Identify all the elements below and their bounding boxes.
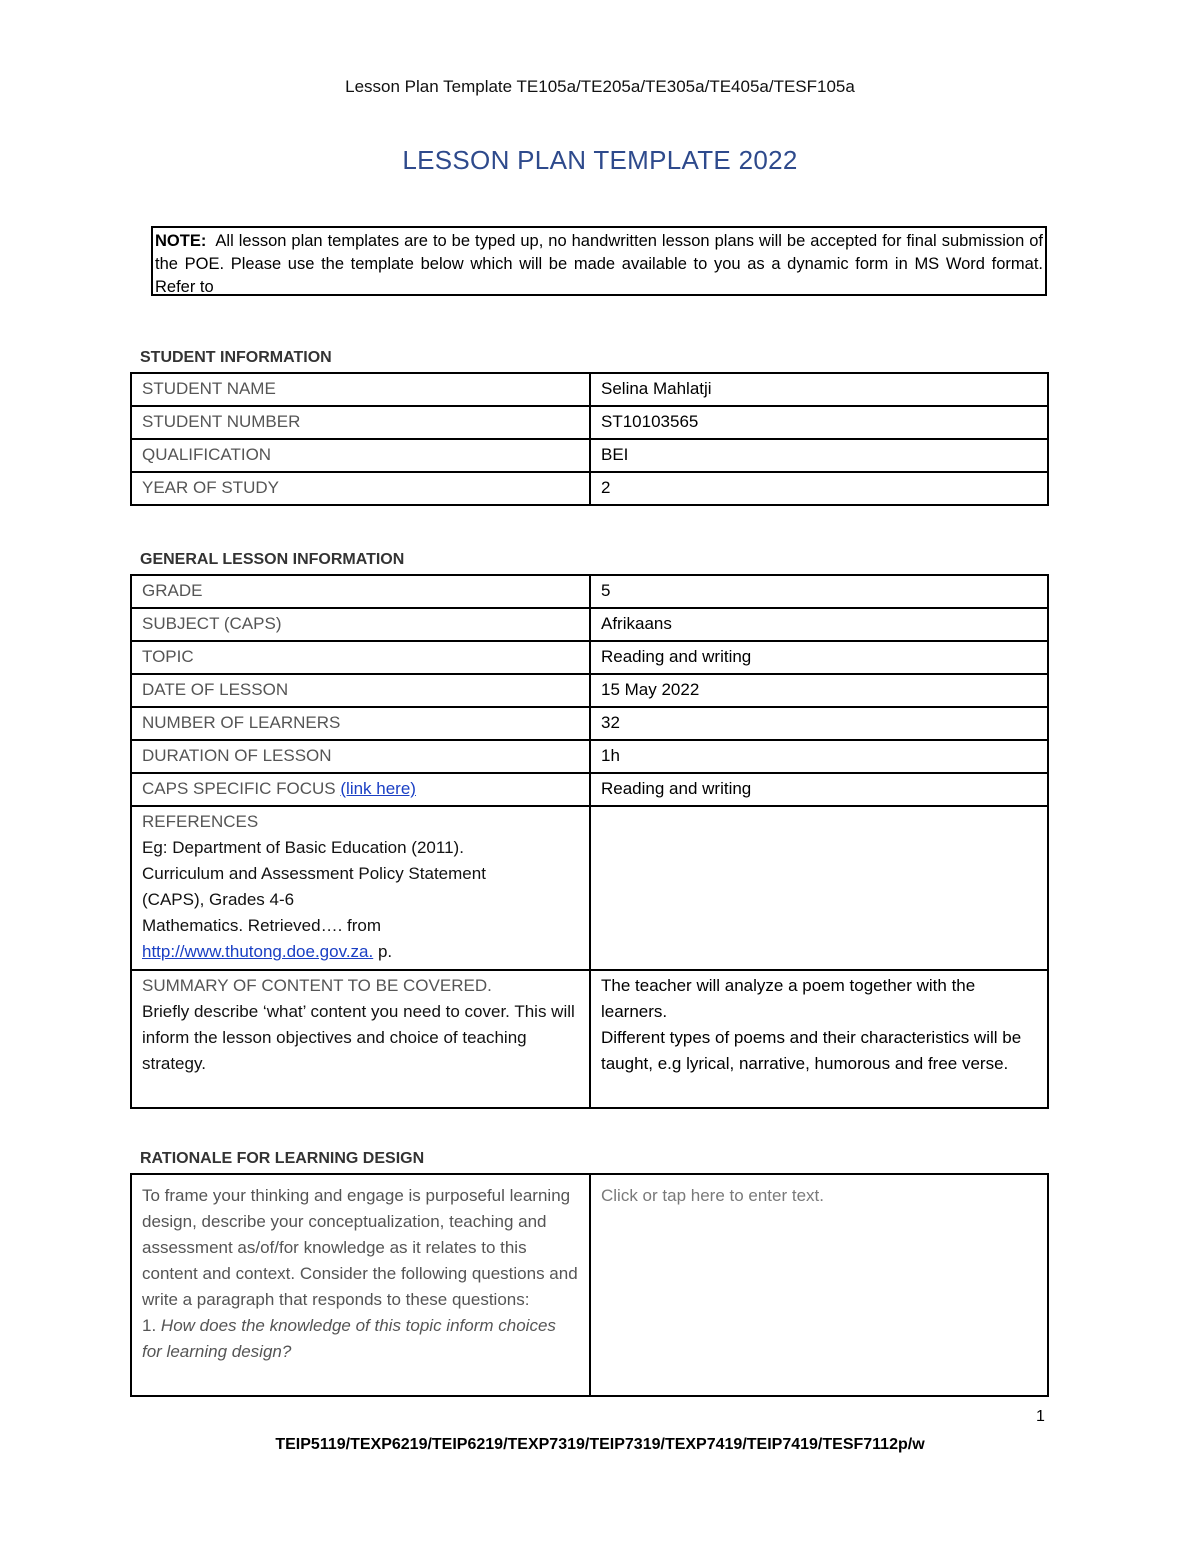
summary-value-line: The teacher will analyze a poem together with the learners. — [601, 976, 976, 1021]
rationale-table — [130, 1173, 1049, 1397]
running-header: Lesson Plan Template TE105a/TE205a/TE305a/TE405a/TESF105a — [345, 77, 855, 96]
rationale-placeholder: Click or tap here to enter text. — [601, 1186, 824, 1205]
table-row — [131, 1174, 1048, 1396]
table-row — [131, 707, 1048, 740]
references-suffix: p. — [373, 942, 393, 961]
date-of-lesson-field[interactable]: 15 May 2022 — [590, 674, 1048, 707]
table-row — [131, 472, 1048, 505]
note-label: NOTE: — [155, 232, 207, 250]
page-footer: TEIP5119/TEXP6219/TEIP6219/TEXP7319/TEIP7319/TEXP7419/TEIP7419/TESF7112p/w — [275, 1436, 925, 1453]
number-of-learners-field[interactable]: 32 — [590, 707, 1048, 740]
references-label: REFERENCES — [142, 812, 259, 831]
caps-link[interactable]: (link here) — [340, 779, 416, 798]
duration-of-lesson-label: DURATION OF LESSON — [131, 740, 590, 773]
table-row — [131, 641, 1048, 674]
references-example-line: Eg: Department of Basic Education (2011). — [142, 838, 464, 857]
number-of-learners-label: NUMBER OF LEARNERS — [131, 707, 590, 740]
summary-value-line: Different types of poems and their characteristics will be taught, e.g lyrical, narrative, humorous and free verse. — [601, 1028, 1022, 1073]
duration-of-lesson-field[interactable]: 1h — [590, 740, 1048, 773]
rationale-question-number: 1. — [142, 1316, 157, 1335]
table-row — [131, 806, 1048, 970]
rationale-prompt-cell — [131, 1174, 590, 1396]
table-row — [131, 773, 1048, 806]
note-box — [151, 226, 1047, 296]
references-field[interactable] — [590, 806, 1048, 970]
references-cell — [131, 806, 590, 970]
page-number: 1 — [1036, 1408, 1045, 1425]
grade-field[interactable]: 5 — [590, 575, 1048, 608]
rationale-question-text: How does the knowledge of this topic inform choices for learning design? — [142, 1316, 556, 1361]
student-information-table — [130, 372, 1049, 506]
grade-label: GRADE — [131, 575, 590, 608]
student-name-field[interactable]: Selina Mahlatji — [590, 373, 1048, 406]
references-example-line: (CAPS), Grades 4-6 — [142, 890, 295, 909]
table-row — [131, 608, 1048, 641]
topic-field[interactable]: Reading and writing — [590, 641, 1048, 674]
rationale-prompt: To frame your thinking and engage is purposeful learning design, describe your conceptualization, teaching and assessment as/of/for knowledge as it relates to this content and context. Consider the following questions and write a paragraph that responds to these questions: — [142, 1186, 578, 1309]
summary-cell — [131, 970, 590, 1108]
table-row — [131, 575, 1048, 608]
year-of-study-label: YEAR OF STUDY — [131, 472, 590, 505]
date-of-lesson-label: DATE OF LESSON — [131, 674, 590, 707]
qualification-label: QUALIFICATION — [131, 439, 590, 472]
references-example-line: Curriculum and Assessment Policy Statement — [142, 864, 486, 883]
year-of-study-field[interactable]: 2 — [590, 472, 1048, 505]
general-lesson-information-table — [130, 574, 1049, 1109]
table-row — [131, 439, 1048, 472]
student-number-label: STUDENT NUMBER — [131, 406, 590, 439]
document-title: LESSON PLAN TEMPLATE 2022 — [402, 145, 798, 175]
table-row — [131, 406, 1048, 439]
student-information-heading: STUDENT INFORMATION — [140, 349, 332, 366]
table-row — [131, 740, 1048, 773]
caps-specific-focus-field[interactable]: Reading and writing — [590, 773, 1048, 806]
student-number-field[interactable]: ST10103565 — [590, 406, 1048, 439]
references-url-link[interactable]: http://www.thutong.doe.gov.za. — [142, 942, 374, 961]
student-name-label: STUDENT NAME — [131, 373, 590, 406]
references-url-line — [142, 939, 579, 965]
general-lesson-information-heading: GENERAL LESSON INFORMATION — [140, 551, 405, 568]
table-row — [131, 674, 1048, 707]
caps-specific-focus-cell — [131, 773, 590, 806]
subject-label: SUBJECT (CAPS) — [131, 608, 590, 641]
summary-field[interactable] — [590, 970, 1048, 1108]
summary-label: SUMMARY OF CONTENT TO BE COVERED. — [142, 976, 492, 995]
subject-field[interactable]: Afrikaans — [590, 608, 1048, 641]
table-row — [131, 970, 1048, 1108]
caps-specific-focus-label: CAPS SPECIFIC FOCUS — [142, 779, 336, 798]
rationale-response-field[interactable] — [590, 1174, 1048, 1396]
rationale-question — [142, 1313, 579, 1365]
references-example-line: Mathematics. Retrieved…. from — [142, 916, 382, 935]
topic-label: TOPIC — [131, 641, 590, 674]
qualification-field[interactable]: BEI — [590, 439, 1048, 472]
table-row — [131, 373, 1048, 406]
note-text: All lesson plan templates are to be typed up, no handwritten lesson plans will be accepted for final submission of the POE. Please use the template below which will be made available to you as a dynamic form in MS Word format. Refer to — [155, 232, 1043, 296]
summary-description: Briefly describe ‘what’ content you need to cover. This will inform the lesson objectives and choice of teaching strategy. — [142, 1002, 575, 1073]
rationale-heading: RATIONALE FOR LEARNING DESIGN — [140, 1150, 425, 1167]
